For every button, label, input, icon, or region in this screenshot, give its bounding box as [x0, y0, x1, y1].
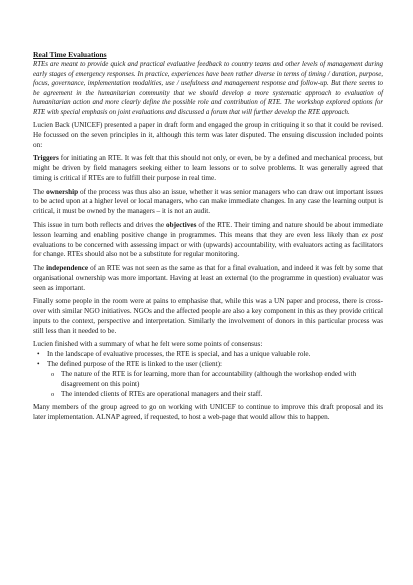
- section-heading: Real Time Evaluations: [33, 50, 107, 59]
- paragraph-ownership: [33, 188, 383, 218]
- paragraph-objectives: [33, 221, 383, 261]
- sub-list: [47, 370, 383, 400]
- paragraph-objectives-mid: of the RTE. Their timing and nature should be about immediate lesson learning and enabling positive change in programmes. This means that they are even less likely than: [33, 220, 383, 239]
- paragraph-independence-text: of an RTE was not seen as the same as that for a final evaluation, and indeed it was felt by some that organisational ownership was more important. Having at least an external (to the programme in question) evaluator was seen as important.: [33, 263, 383, 292]
- paragraph-independence-pre: The: [33, 263, 47, 272]
- intro-paragraph: RTEs are meant to provide quick and practical evaluative feedback to country teams and other levels of management during early stages of emergency responses. In practice, experiences have been rather diverse in terms of timing / duration, purpose, focus, governance, implementation modalities, use / usefulness and management response and follow-up. But there seems to be agreement in the humanitarian community that we should develop a more systematic approach to evaluation of humanitarian action and more clearly define the possible role and contribution of RTE. The workshop explored options for RTE with special emphasis on joint evaluations and discussed a forum that will further develop the RTE approach.: [33, 61, 383, 116]
- paragraph-objectives-pre: This issue in turn both reflects and drives the: [33, 220, 167, 229]
- term-ex-post: ex post: [361, 230, 383, 239]
- list-item: [47, 360, 383, 400]
- paragraph-independence: [33, 264, 383, 294]
- paragraph-consensus-intro: Lucien finished with a summary of what he felt were some points of consensus:: [33, 340, 263, 349]
- paragraph-presentation: Lucien Back (UNICEF) presented a paper in draft form and engaged the group in critiquing it so that it could be revised. He focussed on the seven principles in it, although this term was later disputed. The ensuing discussion included points on:: [33, 121, 383, 149]
- sub-list-item: o The intended clients of RTEs are operational managers and their staff.: [61, 390, 383, 400]
- paragraph-ownership-pre: The: [33, 187, 47, 196]
- term-triggers: Triggers: [33, 154, 59, 163]
- paragraph-triggers-text: for initiating an RTE. It was felt that this should not only, or even, be by a defined and mechanical process, but might be driven by field managers seeking either to learn lessons or to solve problems. It was generally agreed that timing is critical if RTEs are to fulfill their purpose in real time.: [33, 154, 383, 183]
- term-independence: independence: [46, 263, 89, 272]
- consensus-list: [33, 350, 383, 400]
- term-objectives: objectives: [166, 220, 197, 229]
- paragraph-ngo-crossover: Finally some people in the room were at pains to emphasise that, while this was a UN paper and process, there is cross-over with similar NGO initiatives. NGOs and the affected people are also a key component in this as they provide critical inputs to the context, perspective and interpretation. Similarly the involvement of donors in this particular process was still less than it needed to be.: [33, 297, 383, 335]
- list-item: • In the landscape of evaluative processes, the RTE is special, and has a unique valuable role.: [47, 350, 383, 360]
- sub-list-item: o The nature of the RTE is for learning, more than for accountability (although the workshop ended with disagreement on this point): [61, 370, 383, 390]
- paragraph-ownership-text: of the process was thus also an issue, whether it was senior managers who can draw out important issues to be acted upon at a higher level or local managers, who can make immediate changes. In any case the learning output is critical, it must be owned by the managers – it is not an audit.: [33, 187, 383, 216]
- paragraph-conclusion: Many members of the group agreed to go on working with UNICEF to continue to improve this draft proposal and its later implementation. ALNAP agreed, if requested, to host a web-page that would allow this to happen.: [33, 403, 383, 422]
- paragraph-objectives-text: evaluations to be concerned with assessing impact or with (upwards) accountability, with evaluators acting as facilitators for change. RTEs should also not be a substitute for regular monitoring.: [33, 240, 383, 259]
- paragraph-triggers: [33, 154, 383, 184]
- term-ownership: ownership: [46, 187, 79, 196]
- list-item-text: The defined purpose of the RTE is linked to the user (client):: [47, 360, 223, 368]
- document-page: [33, 50, 383, 423]
